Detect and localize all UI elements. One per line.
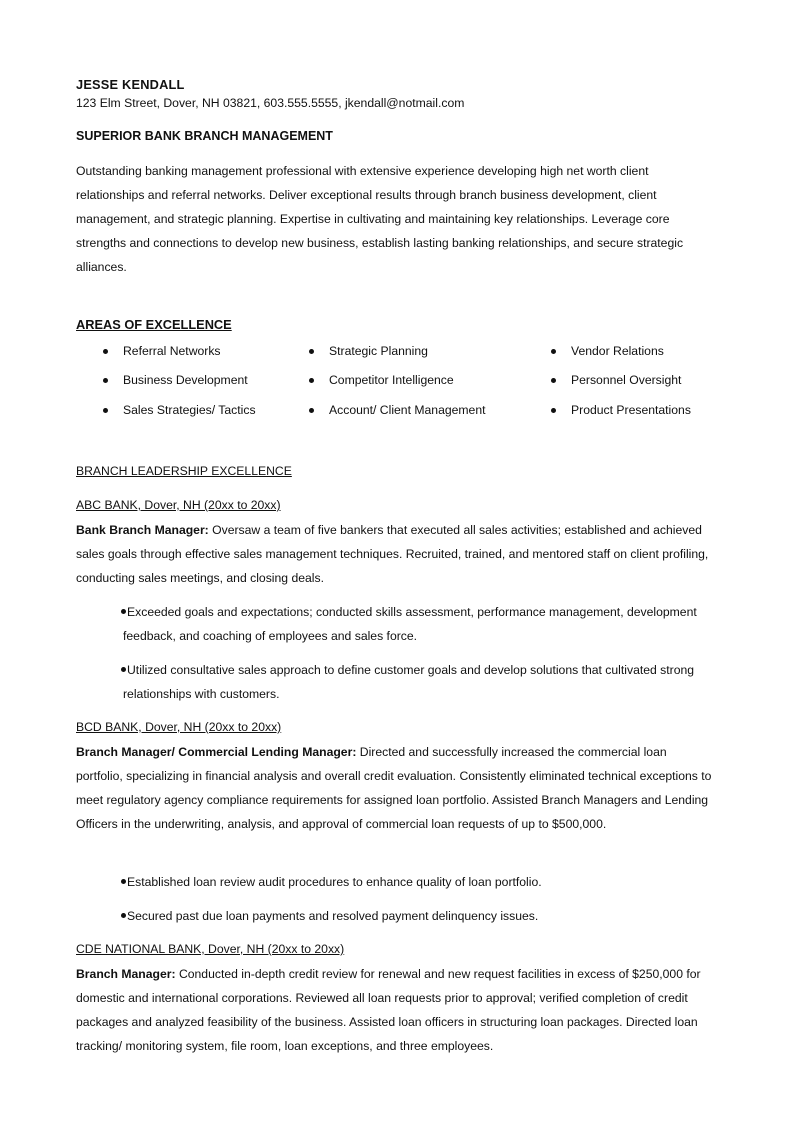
job-description-text: Conducted in-depth credit review for renewal and new request facilities in excess of $250,000 for domestic and international corporations. Reviewed all loan requests prior to approval; verified completion of credit packages and analyzed feasibility of the business. Assisted loan officers in structuring loan packages. Directed loan tracking/ monitoring system, file room, loan exceptions, and three employees. [76,967,701,1053]
bullet-icon [551,349,556,354]
bullet-icon [103,349,108,354]
applicant-name: JESSE KENDALL [76,77,185,92]
bullet-icon [551,408,556,413]
bullet-icon [309,349,314,354]
job-role: Branch Manager/ Commercial Lending Manager: [76,745,357,759]
bullet-icon [551,378,556,383]
job-company: ABC BANK, Dover, NH (20xx to 20xx) [76,498,281,512]
job-company: CDE NATIONAL BANK, Dover, NH (20xx to 20xx) [76,942,345,956]
job-company: BCD BANK, Dover, NH (20xx to 20xx) [76,720,282,734]
job-description [76,740,716,836]
bullet-icon [121,913,126,918]
job-bullet: Utilized consultative sales approach to define customer goals and develop solutions that cultivated strong relationships with customers. [123,663,695,701]
job-role: Branch Manager: [76,967,176,981]
job-bullet: Established loan review audit procedures to enhance quality of loan portfolio. [123,870,713,894]
bullet-icon [103,408,108,413]
bullet-icon [121,609,126,614]
bullet-icon [103,378,108,383]
job-description-text: Directed and successfully increased the commercial loan portfolio, specializing in financial analysis and overall credit evaluation. Consistently eliminated technical exceptions to meet regulatory agency compliance requirements for assigned loan portfolio. Assisted Branch Managers and Lending Officers in the underwriting, analysis, and approval of commercial loan requests of up to $500,000. [76,745,712,831]
job-description [76,518,716,590]
resume-page: JESSE KENDALL 123 Elm Street, Dover, NH 03821, 603.555.5555, jkendall@notmail.com SUPERIOR BANK BRANCH MANAGEMENT Outstanding banking management professional with extensive experience developing high net worth client relationships and referral networks. Deliver exceptional results through branch business development, client management, and strategic planning. Expertise in cultivating and maintaining key relationships. Leverage core strengths and connections to develop new business, establish lasting banking relationships, and secure strategic alliances. AREAS OF EXCELLENCE Referral Networks Business Development Sales Strategies/ Tactics Strategic Planning Competitor Intelligence Account/ Client Management Vendor Relations Personnel Oversight Product Presentations BRANCH LEADERSHIP EXCELLENCE ABC BANK, Dover, NH (20xx to 20xx) Bank Branch Manager: Oversaw a team of five bankers that executed all sales activities; established and achieved sales goals through effective sales management techniques. Recruited, trained, and mentored staff on client profiling, conducting sales meetings, and closing deals. Exceeded goals and expectations; conducted skills assessment, performance management, development feedback, and coaching of employees and sales force. Utilized consultative sales approach to define customer goals and develop solutions that cultivated strong relationships with customers. BCD BANK, Dover, NH (20xx to 20xx) Branch Manager/ Commercial Lending Manager: Directed and successfully increased the commercial loan portfolio, specializing in financial analysis and overall credit evaluation. Consistently eliminated technical exceptions to meet regulatory agency compliance requirements for assigned loan portfolio. Assisted Branch Managers and Lending Officers in the underwriting, analysis, and approval of commercial loan requests of up to $500,000. Established loan review audit procedures to enhance quality of loan portfolio. Secured past due loan payments and resolved payment delinquency issues. CDE NATIONAL BANK, Dover, NH (20xx to 20xx) Branch Manager: Conducted in-depth credit review for renewal and new request facilities in excess of $250,000 for domestic and international corporations. Reviewed all loan requests prior to approval; verified completion of credit packages and analyzed feasibility of the business. Assisted loan officers in structuring loan packages. Directed loan tracking/ monitoring system, file room, loan exceptions, and three employees. [0,0,793,1122]
experience-heading: BRANCH LEADERSHIP EXCELLENCE [76,464,292,478]
bullet-icon [121,667,126,672]
job-bullet: Exceeded goals and expectations; conducted skills assessment, performance management, development feedback, and coaching of employees and sales force. [123,605,697,643]
areas-of-excellence-heading: AREAS OF EXCELLENCE [76,317,232,332]
job-role: Bank Branch Manager: [76,523,209,537]
bullet-icon [309,408,314,413]
job-bullet: Secured past due loan payments and resolved payment delinquency issues. [123,904,713,928]
contact-info: 123 Elm Street, Dover, NH 03821, 603.555.5555, jkendall@notmail.com [76,96,465,110]
job-description-text: Oversaw a team of five bankers that executed all sales activities; established and achieved sales goals through effective sales management techniques. Recruited, trained, and mentored staff on client profiling, conducting sales meetings, and closing deals. [76,523,709,585]
professional-summary: Outstanding banking management professional with extensive experience developing high net worth client relationships and referral networks. Deliver exceptional results through branch business development, client management, and strategic planning. Expertise in cultivating and maintaining key relationships. Leverage core strengths and connections to develop new business, establish lasting banking relationships, and secure strategic alliances. [76,164,684,274]
resume-headline: SUPERIOR BANK BRANCH MANAGEMENT [76,129,333,143]
bullet-icon [309,378,314,383]
job-description [76,962,716,1058]
bullet-icon [121,879,126,884]
